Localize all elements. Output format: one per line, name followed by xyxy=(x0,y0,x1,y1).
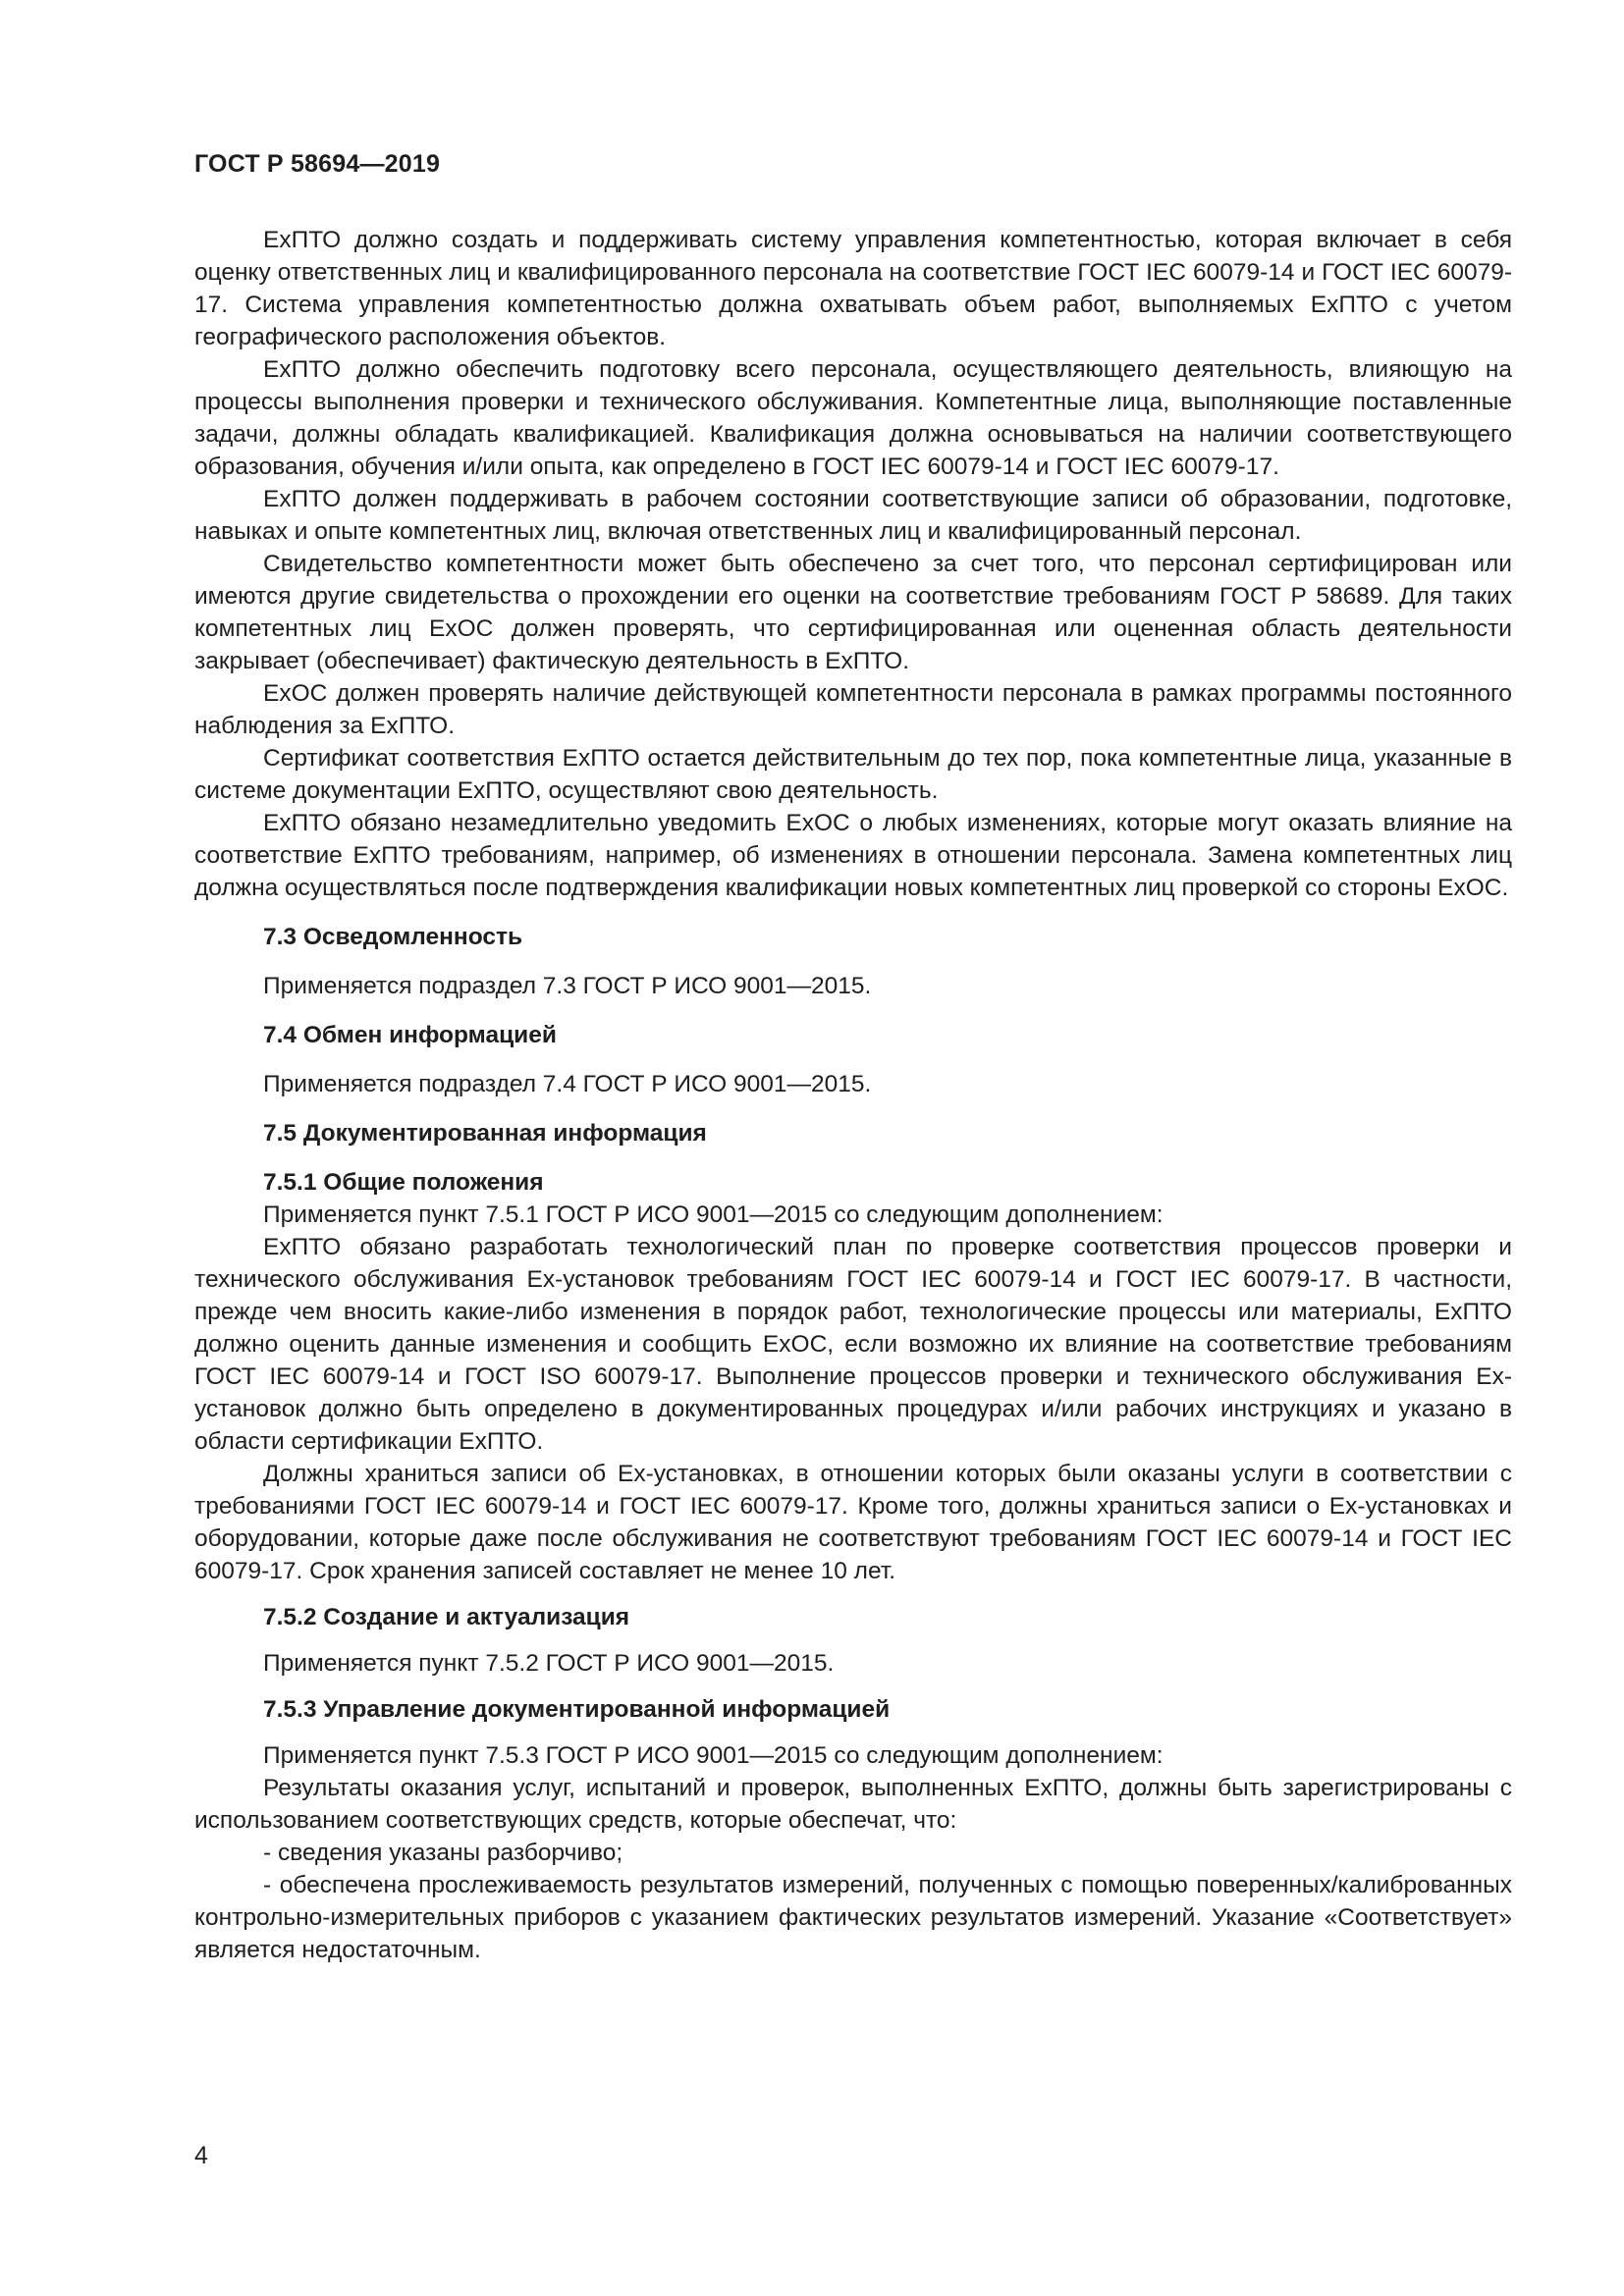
paragraph: ExПТО должно создать и поддерживать систему управления компетентностью, которая включает в себя оценку ответственных лиц и квалифицированного персонала на соответствие ГОСТ IEC 60079-14 и ГОСТ IEC 60079-17. Система управления компетентностью должна охватывать объем работ, выполняемых ExПТО с учетом географического расположения объектов. xyxy=(194,227,1512,350)
section-heading-7-5-3: 7.5.3 Управление документированной информацией xyxy=(263,1696,891,1723)
paragraph: Результаты оказания услуг, испытаний и проверок, выполненных ExПТО, должны быть зарегистрированы с использованием соответствующих средств, которые обеспечат, что: xyxy=(194,1775,1512,1834)
paragraph: Применяется пункт 7.5.1 ГОСТ Р ИСО 9001—2015 со следующим дополнением: xyxy=(263,1201,1164,1228)
paragraph: ExОС должен проверять наличие действующей компетентности персонала в рамках программы постоянного наблюдения за ExПТО. xyxy=(194,680,1512,739)
section-heading-7-4: 7.4 Обмен информацией xyxy=(263,1022,557,1048)
paragraph: ExПТО должен поддерживать в рабочем состоянии соответствующие записи об образовании, подготовке, навыках и опыте компетентных лиц, включая ответственных лиц и квалифицированный персонал. xyxy=(194,486,1512,545)
section-heading-7-3: 7.3 Осведомленность xyxy=(263,924,523,950)
paragraph: Применяется пункт 7.5.3 ГОСТ Р ИСО 9001—2015 со следующим дополнением: xyxy=(263,1742,1164,1769)
paragraph: ExПТО обязано разработать технологический план по проверке соответствия процессов проверки и технического обслуживания Ex-установок требованиям ГОСТ IEC 60079-14 и ГОСТ IEC 60079-17. В частности, прежде чем вносить какие-либо изменения в порядок работ, технологические процессы или материалы, ExПТО должно оценить данные изменения и сообщить ExОС, если возможно их влияние на соответствие требованиям ГОСТ IEC 60079-14 и ГОСТ ISO 60079-17. Выполнение процессов проверки и технического обслуживания Ex-установок должно быть определено в документированных процедурах и/или рабочих инструкциях и указано в области сертификации ExПТО. xyxy=(194,1234,1512,1455)
paragraph: Свидетельство компетентности может быть обеспечено за счет того, что персонал сертифицирован или имеются другие свидетельства о прохождении его оценки на соответствие требованиям ГОСТ Р 58689. Для таких компетентных лиц ExОС должен проверять, что сертифицированная или оцененная область деятельности закрывает (обеспечивает) фактическую деятельность в ExПТО. xyxy=(194,551,1512,674)
paragraph: ExПТО должно обеспечить подготовку всего персонала, осуществляющего деятельность, влияющую на процессы выполнения проверки и технического обслуживания. Компетентные лица, выполняющие поставленные задачи, должны обладать квалификацией. Квалификация должна основываться на наличии соответствующего образования, обучения и/или опыта, как определено в ГОСТ IEC 60079-14 и ГОСТ IEC 60079-17. xyxy=(194,356,1512,480)
section-heading-7-5-1: 7.5.1 Общие положения xyxy=(263,1169,544,1196)
section-heading-7-5: 7.5 Документированная информация xyxy=(263,1120,707,1147)
paragraph: Применяется пункт 7.5.2 ГОСТ Р ИСО 9001—2015. xyxy=(263,1650,835,1677)
paragraph: Должны храниться записи об Ex-установках, в отношении которых были оказаны услуги в соответствии с требованиями ГОСТ IEC 60079-14 и ГОСТ IEC 60079-17. Кроме того, должны храниться записи о Ex-установках и оборудовании, которые даже после обслуживания не соответствуют требованиям ГОСТ IEC 60079-14 и ГОСТ IEC 60079-17. Срок хранения записей составляет не менее 10 лет. xyxy=(194,1461,1512,1584)
paragraph: Сертификат соответствия ExПТО остается действительным до тех пор, пока компетентные лица, указанные в системе документации ExПТО, осуществляют свою деятельность. xyxy=(194,745,1512,804)
page-number: 4 xyxy=(194,2142,208,2169)
paragraph: Применяется подраздел 7.4 ГОСТ Р ИСО 9001—2015. xyxy=(263,1071,872,1097)
page-content xyxy=(194,224,1512,1966)
list-item: - обеспечена прослеживаемость результатов измерений, полученных с помощью поверенных/калиброванных контрольно-измерительных приборов с указанием фактических результатов измерений. Указание «Соответствует» является недостаточным. xyxy=(194,1872,1512,1963)
section-heading-7-5-2: 7.5.2 Создание и актуализация xyxy=(263,1604,630,1630)
list-item: - сведения указаны разборчиво; xyxy=(263,1840,623,1866)
paragraph: ExПТО обязано незамедлительно уведомить ExОС о любых изменениях, которые могут оказать влияние на соответствие ExПТО требованиям, например, об изменениях в отношении персонала. Замена компетентных лиц должна осуществляться после подтверждения квалификации новых компетентных лиц проверкой со стороны ExОС. xyxy=(194,810,1512,901)
document-code: ГОСТ Р 58694—2019 xyxy=(194,150,441,178)
paragraph: Применяется подраздел 7.3 ГОСТ Р ИСО 9001—2015. xyxy=(263,973,872,999)
